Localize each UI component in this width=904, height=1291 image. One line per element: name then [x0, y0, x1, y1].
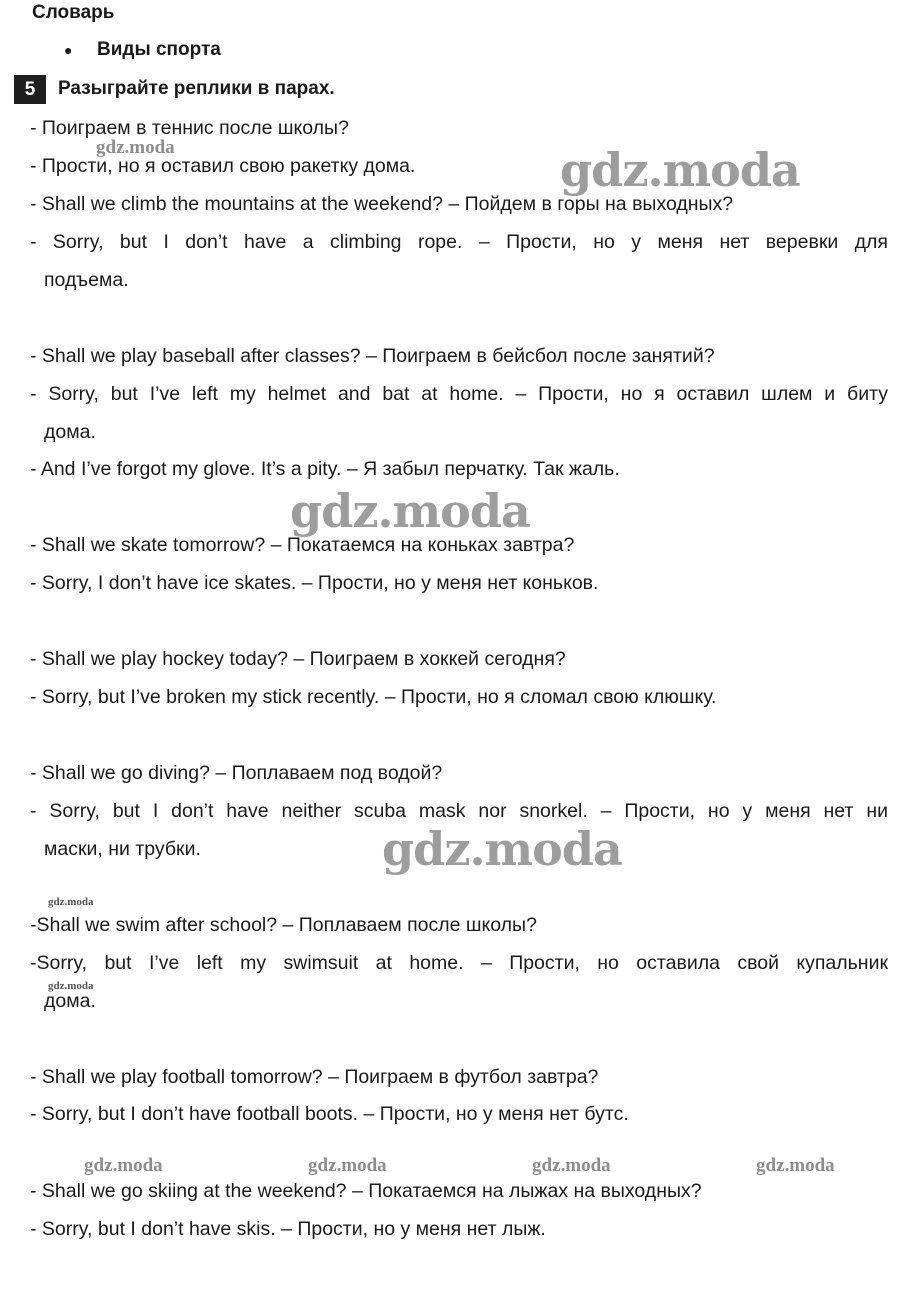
dialogue-line: - Shall we play football tomorrow? – Поиграем в футбол завтра?	[30, 1066, 599, 1088]
dialogue-line: - Shall we go diving? – Поплаваем под водой?	[30, 762, 443, 784]
section-title: Словарь	[32, 2, 115, 23]
exercise-number-badge: 5	[14, 75, 46, 104]
dialogue-line: -Shall we swim after school? – Поплаваем после школы?	[30, 914, 537, 936]
watermark: gdz.moda	[48, 896, 94, 908]
watermark: gdz.moda	[84, 1155, 163, 1176]
dialogue-line: - Shall we skate tomorrow? – Покатаемся на коньках завтра?	[30, 534, 575, 556]
dialogue-line-continued: подъема.	[44, 269, 129, 291]
watermark: gdz.moda	[560, 143, 800, 197]
exercise-instruction: Разыграйте реплики в парах.	[58, 78, 335, 99]
dialogue-line: - Sorry, but I’ve left my helmet and bat at home. – Прости, но я оставил шлем и биту	[30, 383, 888, 405]
bullet-dot: ●	[64, 42, 73, 58]
dialogue-line: - Shall we climb the mountains at the weekend? – Пойдем в горы на выходных?	[30, 193, 734, 215]
watermark: gdz.moda	[756, 1155, 835, 1176]
dialogue-line: - Sorry, but I don’t have a climbing rope. – Прости, но у меня нет веревки для	[30, 231, 888, 253]
dialogue-line: - Shall we play baseball after classes? – Поиграем в бейсбол после занятий?	[30, 345, 715, 367]
watermark: gdz.moda	[96, 137, 175, 158]
watermark: gdz.moda	[48, 980, 94, 992]
dialogue-line: - Shall we go skiing at the weekend? – Покатаемся на лыжах на выходных?	[30, 1180, 702, 1202]
dialogue-line-continued: маски, ни трубки.	[44, 838, 201, 860]
dialogue-line-continued: дома.	[44, 421, 96, 443]
dialogue-line: - And I’ve forgot my glove. It’s a pity. – Я забыл перчатку. Так жаль.	[30, 458, 620, 480]
dialogue-line: - Sorry, but I don’t have football boots. – Прости, но у меня нет бутс.	[30, 1103, 629, 1125]
watermark: gdz.moda	[308, 1155, 387, 1176]
dialogue-line: - Shall we play hockey today? – Поиграем в хоккей сегодня?	[30, 648, 566, 670]
dialogue-line: - Прости, но я оставил свою ракетку дома.	[30, 155, 416, 177]
watermark: gdz.moda	[532, 1155, 611, 1176]
dialogue-line: - Поиграем в теннис после школы?	[30, 117, 349, 139]
watermark: gdz.moda	[382, 822, 622, 876]
dialogue-line: - Sorry, but I don’t have skis. – Прости, но у меня нет лыж.	[30, 1218, 546, 1240]
dialogue-line: - Sorry, I don’t have ice skates. – Прости, но у меня нет коньков.	[30, 572, 599, 594]
topic-bullet: Виды спорта	[97, 39, 221, 60]
watermark: gdz.moda	[290, 484, 530, 538]
dialogue-line: - Sorry, but I don’t have neither scuba mask nor snorkel. – Прости, но у меня нет ни	[30, 800, 888, 822]
dialogue-line: -Sorry, but I’ve left my swimsuit at home. – Прости, но оставила свой купальник	[30, 952, 888, 974]
dialogue-line-continued: дома.	[44, 990, 96, 1012]
dialogue-line: - Sorry, but I’ve broken my stick recently. – Прости, но я сломал свою клюшку.	[30, 686, 717, 708]
